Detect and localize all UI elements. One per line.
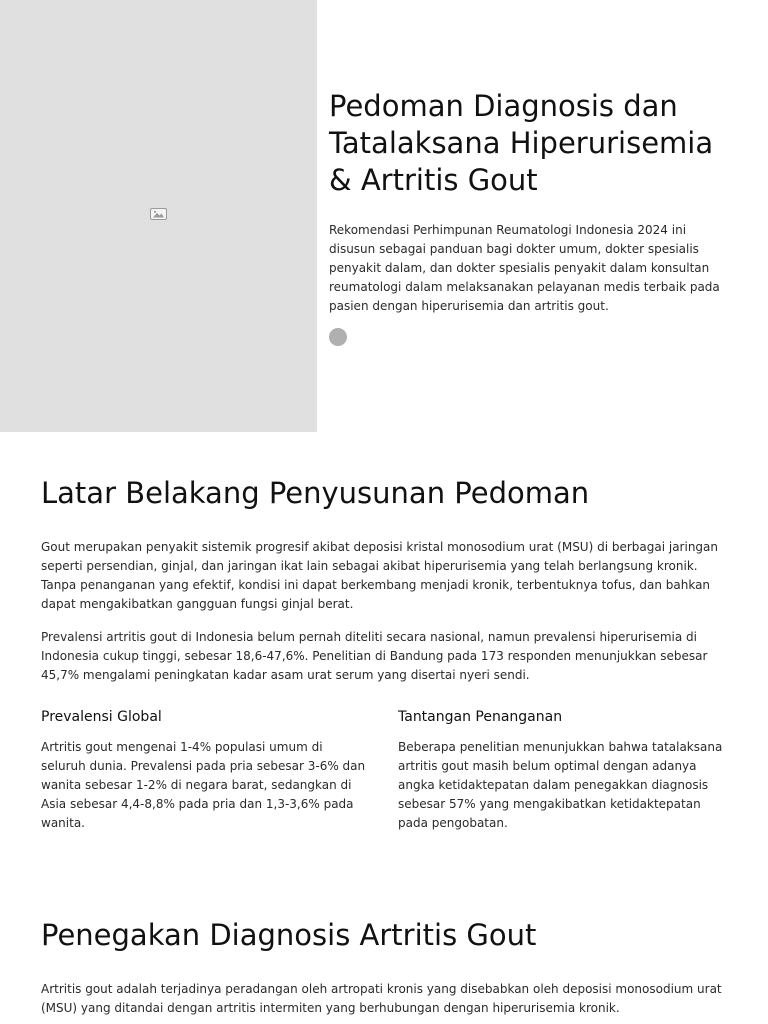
- column-text: Artritis gout mengenai 1-4% populasi umum di seluruh dunia. Prevalensi pada pria sebesar 3-6% dan wanita sebesar 1-2% di negara barat, sedangkan di Asia sebesar 4,4-8,8% pada pria dan 1,3-3,6% pada wanita.: [41, 740, 366, 830]
- diagnosis-paragraph: Artritis gout adalah terjadinya peradangan oleh artropati kronis yang disebabkan oleh deposisi monosodium urat (MSU) yang ditandai dengan artritis intermiten yang berhubungan dengan hiperurisemia kronik.: [41, 982, 722, 1015]
- column-title: Tantangan Penanganan: [398, 709, 563, 725]
- background-paragraph: Prevalensi artritis gout di Indonesia belum pernah diteliti secara nasional, namun prevalensi hiperurisemia di Indonesia cukup tinggi, sebesar 18,6-47,6%. Penelitian di Bandung pada 173 responden menunjukkan sebesar 45,7% mengalami peningkatan kadar asam urat serum yang disertai nyeri sendi.: [41, 630, 708, 682]
- diagnosis-section: [41, 917, 729, 1018]
- hero-section: [0, 0, 768, 432]
- column-text: Beberapa penelitian menunjukkan bahwa tatalaksana artritis gout masih belum optimal dengan adanya angka ketidaktepatan dalam penegakkan diagnosis sebesar 57% yang mengakibatkan ketidaktepatan pada pengobatan.: [398, 740, 723, 830]
- hero-description: Rekomendasi Perhimpunan Reumatologi Indonesia 2024 ini disusun sebagai panduan bagi dokter umum, dokter spesialis penyakit dalam, dan dokter spesialis penyakit dalam konsultan reumatologi dalam melaksanakan pelayanan medis terbaik pada pasien dengan hiperurisemia dan artritis gout.: [329, 223, 720, 313]
- info-column-treatment-challenge: [398, 708, 728, 833]
- section-heading-diagnosis: Penegakan Diagnosis Artritis Gout: [41, 918, 537, 952]
- background-paragraph: Gout merupakan penyakit sistemik progresif akibat deposisi kristal monosodium urat (MSU) di berbagai jaringan seperti persendian, ginjal, dan jaringan ikat lain sebagai akibat hiperurisemia yang telah berlangsung kronik. Tanpa penanganan yang efektif, kondisi ini dapat berkembang menjadi kronik, terbentuknya tofus, dan bahkan dapat mengakibatkan gangguan fungsi ginjal berat.: [41, 540, 719, 611]
- hero-image-placeholder: [0, 0, 317, 432]
- hero-text: [329, 88, 734, 346]
- column-title: Prevalensi Global: [41, 709, 162, 725]
- page-title: Pedoman Diagnosis dan Tatalaksana Hiperurisemia & Artritis Gout: [329, 89, 714, 197]
- main-content: [41, 475, 729, 1018]
- background-section: [41, 475, 729, 833]
- section-heading-background: Latar Belakang Penyusunan Pedoman: [41, 476, 590, 510]
- image-placeholder-icon: [150, 208, 167, 220]
- info-columns: [41, 708, 729, 833]
- carousel-dot[interactable]: [329, 328, 347, 346]
- info-column-global-prevalence: [41, 708, 371, 833]
